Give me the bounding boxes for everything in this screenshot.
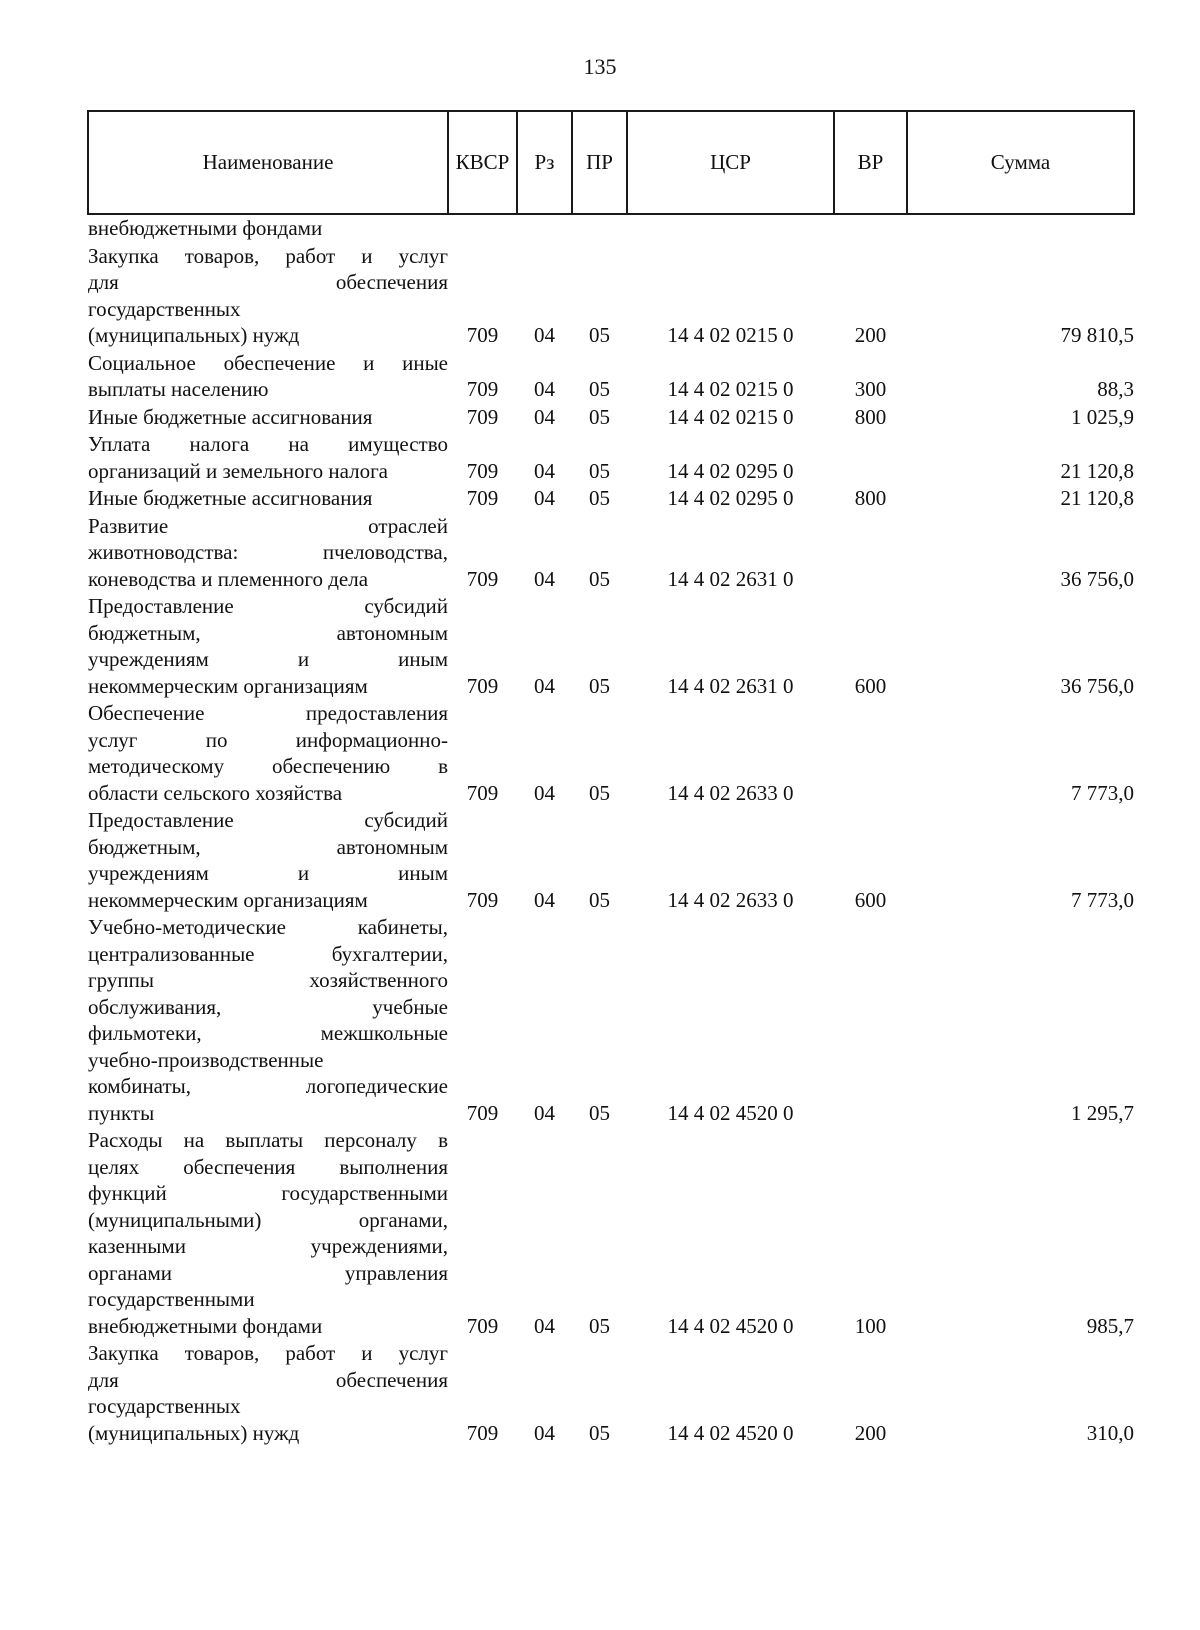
row-csr: 14 4 02 0295 0 <box>667 458 794 483</box>
row-name-line: для обеспечения <box>88 270 448 294</box>
row-rz: 04 <box>534 377 555 401</box>
row-vr <box>834 700 907 807</box>
row-csr: 14 4 02 0215 0 <box>667 404 794 429</box>
row-name-line: Уплата налога на имущество <box>88 432 448 456</box>
row-vr: 600 <box>854 887 887 912</box>
row-name-line: комбинаты, логопедические <box>88 1074 448 1098</box>
row-rz: 04 <box>534 323 555 347</box>
row-csr: 14 4 02 4520 0 <box>667 1420 794 1445</box>
row-name-line: бюджетным, автономным <box>88 620 448 645</box>
row-kvsr: 709 <box>466 566 499 591</box>
row-name-line: Закупка товаров, работ и услуг <box>88 243 448 268</box>
row-vr <box>834 513 907 594</box>
row-csr: 14 4 02 0215 0 <box>667 377 794 401</box>
row-vr: 800 <box>854 404 887 429</box>
table-row <box>88 1127 1134 1340</box>
row-name-line: Предоставление субсидий <box>88 594 448 618</box>
row-name-line: услуг по информационно- <box>88 727 448 752</box>
row-sum: 88,3 <box>1097 377 1134 401</box>
row-name-line: органами управления <box>88 1260 448 1285</box>
table-row <box>88 914 1134 1127</box>
row-sum: 36 756,0 <box>1060 566 1134 591</box>
row-name-line: животноводства: пчеловодства, <box>88 540 448 564</box>
header-vr: ВР <box>834 111 907 214</box>
row-name-line: государственных <box>88 296 241 321</box>
row-name-line: некоммерческим организациям <box>88 887 368 912</box>
table-row <box>88 513 1134 594</box>
row-sum <box>907 214 1134 243</box>
row-name <box>88 431 448 485</box>
row-name-line: Учебно-методические кабинеты, <box>88 915 448 939</box>
row-name-line: учебно-производственные <box>88 1047 324 1072</box>
row-pr: 05 <box>589 458 610 483</box>
row-vr: 100 <box>854 1313 887 1338</box>
row-name-line: (муниципальных) нужд <box>88 323 300 347</box>
table-row <box>88 485 1134 513</box>
header-rz: Рз <box>517 111 572 214</box>
row-rz: 04 <box>534 887 555 912</box>
row-kvsr: 709 <box>466 458 499 483</box>
row-csr: 14 4 02 0215 0 <box>667 323 794 347</box>
row-name-line: Закупка товаров, работ и услуг <box>88 1341 448 1365</box>
row-sum: 985,7 <box>1086 1313 1134 1338</box>
row-name-line: внебюджетными фондами <box>88 1313 323 1338</box>
table-row <box>88 593 1134 700</box>
header-pr: ПР <box>572 111 627 214</box>
row-rz: 04 <box>534 404 555 429</box>
table-header-row <box>88 111 1134 214</box>
row-name-line: фильмотеки, межшкольные <box>88 1021 448 1045</box>
row-name <box>88 485 448 513</box>
row-rz: 04 <box>534 486 555 510</box>
row-name-line: Иные бюджетные ассигнования <box>88 486 373 510</box>
row-sum: 79 810,5 <box>1060 323 1134 347</box>
row-pr: 05 <box>589 1420 610 1445</box>
row-sum: 1 295,7 <box>1071 1100 1134 1125</box>
row-rz: 04 <box>534 1313 555 1338</box>
row-name-line: функций государственными <box>88 1181 448 1205</box>
row-pr: 05 <box>589 780 610 805</box>
header-kvsr: КВСР <box>448 111 517 214</box>
row-name-line: обслуживания, учебные <box>88 994 448 1019</box>
row-name <box>88 214 448 243</box>
row-sum: 21 120,8 <box>1060 486 1134 510</box>
row-vr: 600 <box>854 673 887 698</box>
row-name-line: методическому обеспечению в <box>88 754 448 778</box>
row-name-line: внебюджетными фондами <box>88 216 323 240</box>
table-row <box>88 1340 1134 1447</box>
row-name-line: Социальное обеспечение и иные <box>88 350 448 375</box>
row-vr: 200 <box>854 1420 887 1445</box>
table-row <box>88 214 1134 243</box>
row-name <box>88 243 448 350</box>
row-name <box>88 593 448 700</box>
row-name-line: казенными учреждениями, <box>88 1234 448 1258</box>
row-kvsr: 709 <box>466 486 499 510</box>
row-rz: 04 <box>534 1420 555 1445</box>
row-pr: 05 <box>589 1100 610 1125</box>
row-name-line: централизованные бухгалтерии, <box>88 941 448 966</box>
row-name-line: области сельского хозяйства <box>88 780 343 805</box>
row-kvsr: 709 <box>466 1100 499 1125</box>
row-name <box>88 700 448 807</box>
header-name: Наименование <box>88 111 448 214</box>
row-name-line: организаций и земельного налога <box>88 458 388 483</box>
row-kvsr: 709 <box>466 1313 499 1338</box>
row-sum: 36 756,0 <box>1060 673 1134 698</box>
header-sum: Сумма <box>907 111 1134 214</box>
table-row <box>88 807 1134 914</box>
row-kvsr: 709 <box>466 1420 499 1445</box>
row-vr <box>834 214 907 243</box>
row-name-line: для обеспечения <box>88 1367 448 1392</box>
row-csr: 14 4 02 0295 0 <box>667 486 794 510</box>
row-name-line: бюджетным, автономным <box>88 834 448 859</box>
row-csr: 14 4 02 4520 0 <box>667 1313 794 1338</box>
row-pr: 05 <box>589 566 610 591</box>
table-row <box>88 404 1134 432</box>
row-name <box>88 404 448 432</box>
row-vr <box>834 431 907 485</box>
row-name <box>88 350 448 404</box>
row-sum: 21 120,8 <box>1060 458 1134 483</box>
table-row <box>88 431 1134 485</box>
row-csr: 14 4 02 4520 0 <box>667 1100 794 1125</box>
row-name <box>88 914 448 1127</box>
table-row <box>88 350 1134 404</box>
row-sum: 1 025,9 <box>1071 404 1134 429</box>
row-sum: 310,0 <box>1086 1420 1134 1445</box>
row-name-line: (муниципальными) органами, <box>88 1207 448 1232</box>
row-pr: 05 <box>589 887 610 912</box>
row-rz: 04 <box>534 566 555 591</box>
row-name <box>88 807 448 914</box>
row-name-line: государственными <box>88 1287 255 1311</box>
row-name-line: пункты <box>88 1100 155 1125</box>
row-name <box>88 1127 448 1340</box>
row-name-line: Предоставление субсидий <box>88 808 448 832</box>
row-pr: 05 <box>589 673 610 698</box>
row-rz <box>517 214 572 243</box>
row-name-line: коневодства и племенного дела <box>88 566 369 591</box>
row-pr: 05 <box>589 323 610 347</box>
row-kvsr: 709 <box>466 377 499 401</box>
row-name-line: учреждениям и иным <box>88 861 448 885</box>
row-kvsr: 709 <box>466 404 499 429</box>
row-kvsr: 709 <box>466 780 499 805</box>
row-name-line: Развитие отраслей <box>88 513 448 538</box>
row-name-line: учреждениям и иным <box>88 647 448 671</box>
row-name-line: некоммерческим организациям <box>88 673 368 698</box>
row-csr: 14 4 02 2633 0 <box>667 887 794 912</box>
row-vr <box>834 914 907 1127</box>
table-row <box>88 700 1134 807</box>
row-kvsr <box>448 214 517 243</box>
row-pr: 05 <box>589 486 610 510</box>
row-csr <box>627 214 834 243</box>
row-name-line: целях обеспечения выполнения <box>88 1154 448 1179</box>
page-number: 135 <box>583 54 617 79</box>
row-rz: 04 <box>534 780 555 805</box>
row-csr: 14 4 02 2631 0 <box>667 673 794 698</box>
row-vr: 800 <box>854 486 887 510</box>
row-name-line: государственных <box>88 1394 241 1418</box>
row-pr: 05 <box>589 1313 610 1338</box>
row-rz: 04 <box>534 1100 555 1125</box>
row-name-line: Обеспечение предоставления <box>88 701 448 725</box>
budget-table <box>87 110 1135 1447</box>
row-vr: 200 <box>854 323 887 347</box>
row-pr: 05 <box>589 377 610 401</box>
row-vr: 300 <box>854 377 887 401</box>
header-csr: ЦСР <box>627 111 834 214</box>
table-row <box>88 243 1134 350</box>
row-pr <box>572 214 627 243</box>
row-rz: 04 <box>534 458 555 483</box>
row-sum: 7 773,0 <box>1071 887 1134 912</box>
row-csr: 14 4 02 2631 0 <box>667 566 794 591</box>
row-name-line: (муниципальных) нужд <box>88 1420 300 1445</box>
row-name <box>88 1340 448 1447</box>
row-pr: 05 <box>589 404 610 429</box>
row-csr: 14 4 02 2633 0 <box>667 780 794 805</box>
row-kvsr: 709 <box>466 887 499 912</box>
row-name-line: Расходы на выплаты персоналу в <box>88 1128 448 1152</box>
row-rz: 04 <box>534 673 555 698</box>
row-name <box>88 513 448 594</box>
row-name-line: Иные бюджетные ассигнования <box>88 404 373 429</box>
row-kvsr: 709 <box>466 673 499 698</box>
row-name-line: группы хозяйственного <box>88 968 448 992</box>
row-sum: 7 773,0 <box>1071 780 1134 805</box>
table-body <box>88 214 1134 1447</box>
row-name-line: выплаты населению <box>88 377 269 401</box>
row-kvsr: 709 <box>466 323 499 347</box>
